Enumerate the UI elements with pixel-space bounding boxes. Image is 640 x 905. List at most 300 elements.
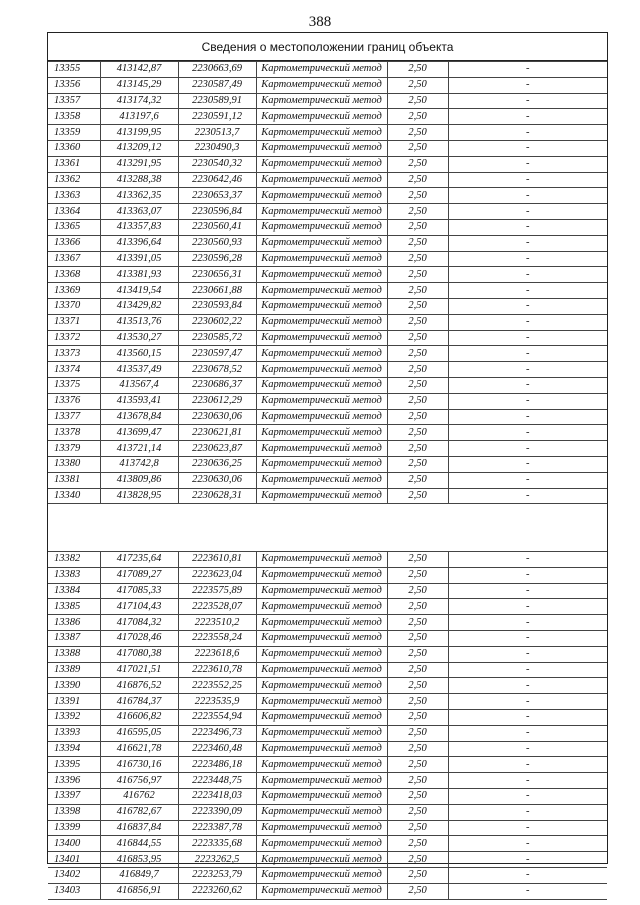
y-coordinate-cell: 2230540,32 [178,156,256,172]
description-cell: - [448,820,607,836]
accuracy-cell: 2,50 [387,867,448,883]
point-number-cell: 13355 [48,62,100,78]
x-coordinate-cell: 413513,76 [100,314,178,330]
description-cell: - [448,599,607,615]
x-coordinate-cell: 413567,4 [100,377,178,393]
method-cell: Картометрический метод [256,820,387,836]
y-coordinate-cell: 2223335,68 [178,836,256,852]
method-cell: Картометрический метод [256,646,387,662]
y-coordinate-cell: 2230663,69 [178,62,256,78]
y-coordinate-cell: 2230597,47 [178,346,256,362]
accuracy-cell: 2,50 [387,615,448,631]
x-coordinate-cell: 413362,35 [100,188,178,204]
y-coordinate-cell: 2230585,72 [178,330,256,346]
method-cell: Картометрический метод [256,188,387,204]
accuracy-cell: 2,50 [387,820,448,836]
description-cell: - [448,725,607,741]
x-coordinate-cell: 413560,15 [100,346,178,362]
accuracy-cell: 2,50 [387,125,448,141]
description-cell: - [448,125,607,141]
table-row [48,630,607,646]
point-number-cell: 13372 [48,330,100,346]
description-cell: - [448,251,607,267]
table-row [48,757,607,773]
point-number-cell: 13376 [48,393,100,409]
description-cell: - [448,188,607,204]
method-cell: Картометрический метод [256,235,387,251]
method-cell: Картометрический метод [256,456,387,472]
y-coordinate-cell: 2230628,31 [178,488,256,504]
method-cell: Картометрический метод [256,314,387,330]
table-row [48,646,607,662]
y-coordinate-cell: 2223387,78 [178,820,256,836]
method-cell: Картометрический метод [256,599,387,615]
accuracy-cell: 2,50 [387,788,448,804]
y-coordinate-cell: 2223528,07 [178,599,256,615]
method-cell: Картометрический метод [256,125,387,141]
accuracy-cell: 2,50 [387,757,448,773]
x-coordinate-cell: 413197,6 [100,109,178,125]
method-cell: Картометрический метод [256,267,387,283]
x-coordinate-cell: 417021,51 [100,662,178,678]
description-cell: - [448,267,607,283]
y-coordinate-cell: 2223448,75 [178,773,256,789]
accuracy-cell: 2,50 [387,804,448,820]
table-row [48,725,607,741]
point-number-cell: 13371 [48,314,100,330]
y-coordinate-cell: 2230593,84 [178,298,256,314]
description-cell: - [448,456,607,472]
point-number-cell: 13364 [48,204,100,220]
x-coordinate-cell: 413396,64 [100,235,178,251]
point-number-cell: 13385 [48,599,100,615]
method-cell: Картометрический метод [256,583,387,599]
x-coordinate-cell: 416782,67 [100,804,178,820]
point-number-cell: 13391 [48,694,100,710]
table-row [48,804,607,820]
y-coordinate-cell: 2223496,73 [178,725,256,741]
y-coordinate-cell: 2230490,3 [178,140,256,156]
accuracy-cell: 2,50 [387,346,448,362]
table-row [48,298,607,314]
point-number-cell: 13401 [48,852,100,868]
x-coordinate-cell: 413381,93 [100,267,178,283]
table-row [48,330,607,346]
accuracy-cell: 2,50 [387,156,448,172]
point-number-cell: 13370 [48,298,100,314]
x-coordinate-cell: 413145,29 [100,77,178,93]
method-cell: Картометрический метод [256,694,387,710]
point-number-cell: 13378 [48,425,100,441]
accuracy-cell: 2,50 [387,646,448,662]
method-cell: Картометрический метод [256,283,387,299]
method-cell: Картометрический метод [256,552,387,568]
method-cell: Картометрический метод [256,93,387,109]
accuracy-cell: 2,50 [387,441,448,457]
table-row [48,267,607,283]
table-row [48,283,607,299]
x-coordinate-cell: 413678,84 [100,409,178,425]
description-cell: - [448,172,607,188]
x-coordinate-cell: 416876,52 [100,678,178,694]
y-coordinate-cell: 2223418,03 [178,788,256,804]
y-coordinate-cell: 2223260,62 [178,883,256,899]
table-row [48,204,607,220]
y-coordinate-cell: 2230587,49 [178,77,256,93]
point-number-cell: 13382 [48,552,100,568]
point-number-cell: 13340 [48,488,100,504]
method-cell: Картометрический метод [256,788,387,804]
accuracy-cell: 2,50 [387,725,448,741]
description-cell: - [448,283,607,299]
x-coordinate-cell: 413809,86 [100,472,178,488]
y-coordinate-cell: 2223618,6 [178,646,256,662]
y-coordinate-cell: 2223253,79 [178,867,256,883]
description-cell: - [448,773,607,789]
method-cell: Картометрический метод [256,883,387,899]
description-cell: - [448,235,607,251]
point-number-cell: 13396 [48,773,100,789]
x-coordinate-cell: 416621,78 [100,741,178,757]
method-cell: Картометрический метод [256,156,387,172]
method-cell: Картометрический метод [256,441,387,457]
x-coordinate-cell: 417028,46 [100,630,178,646]
x-coordinate-cell: 413291,95 [100,156,178,172]
method-cell: Картометрический метод [256,362,387,378]
y-coordinate-cell: 2230591,12 [178,109,256,125]
y-coordinate-cell: 2230630,06 [178,472,256,488]
table-row [48,172,607,188]
description-cell: - [448,615,607,631]
point-number-cell: 13373 [48,346,100,362]
x-coordinate-cell: 413199,95 [100,125,178,141]
table-row [48,852,607,868]
y-coordinate-cell: 2230596,84 [178,204,256,220]
table-row [48,93,607,109]
x-coordinate-cell: 416606,82 [100,709,178,725]
table-row [48,567,607,583]
y-coordinate-cell: 2223552,25 [178,678,256,694]
x-coordinate-cell: 413391,05 [100,251,178,267]
table-row [48,188,607,204]
point-number-cell: 13357 [48,93,100,109]
method-cell: Картометрический метод [256,346,387,362]
method-cell: Картометрический метод [256,219,387,235]
y-coordinate-cell: 2223554,94 [178,709,256,725]
point-number-cell: 13375 [48,377,100,393]
point-number-cell: 13393 [48,725,100,741]
x-coordinate-cell: 416837,84 [100,820,178,836]
accuracy-cell: 2,50 [387,188,448,204]
x-coordinate-cell: 413142,87 [100,62,178,78]
description-cell: - [448,204,607,220]
description-cell: - [448,472,607,488]
y-coordinate-cell: 2230661,88 [178,283,256,299]
y-coordinate-cell: 2223486,18 [178,757,256,773]
point-number-cell: 13394 [48,741,100,757]
description-cell: - [448,630,607,646]
point-number-cell: 13398 [48,804,100,820]
table-row [48,836,607,852]
method-cell: Картометрический метод [256,77,387,93]
point-number-cell: 13361 [48,156,100,172]
table-row [48,346,607,362]
x-coordinate-cell: 417080,38 [100,646,178,662]
x-coordinate-cell: 417104,43 [100,599,178,615]
x-coordinate-cell: 416762 [100,788,178,804]
description-cell: - [448,694,607,710]
point-number-cell: 13356 [48,77,100,93]
table-row [48,441,607,457]
y-coordinate-cell: 2223535,9 [178,694,256,710]
description-cell: - [448,552,607,568]
accuracy-cell: 2,50 [387,425,448,441]
accuracy-cell: 2,50 [387,235,448,251]
accuracy-cell: 2,50 [387,77,448,93]
description-cell: - [448,346,607,362]
accuracy-cell: 2,50 [387,283,448,299]
table-row [48,488,607,504]
y-coordinate-cell: 2223575,89 [178,583,256,599]
coordinates-table-block-2 [48,551,607,900]
description-cell: - [448,77,607,93]
accuracy-cell: 2,50 [387,93,448,109]
point-number-cell: 13397 [48,788,100,804]
accuracy-cell: 2,50 [387,741,448,757]
method-cell: Картометрический метод [256,62,387,78]
description-cell: - [448,757,607,773]
method-cell: Картометрический метод [256,251,387,267]
x-coordinate-cell: 413699,47 [100,425,178,441]
x-coordinate-cell: 416756,97 [100,773,178,789]
table-row [48,472,607,488]
accuracy-cell: 2,50 [387,62,448,78]
table-row [48,552,607,568]
y-coordinate-cell: 2230636,25 [178,456,256,472]
point-number-cell: 13363 [48,188,100,204]
accuracy-cell: 2,50 [387,267,448,283]
description-cell: - [448,156,607,172]
method-cell: Картометрический метод [256,709,387,725]
accuracy-cell: 2,50 [387,883,448,899]
description-cell: - [448,219,607,235]
description-cell: - [448,709,607,725]
accuracy-cell: 2,50 [387,662,448,678]
accuracy-cell: 2,50 [387,599,448,615]
method-cell: Картометрический метод [256,852,387,868]
y-coordinate-cell: 2230653,37 [178,188,256,204]
point-number-cell: 13400 [48,836,100,852]
description-cell: - [448,836,607,852]
y-coordinate-cell: 2223510,2 [178,615,256,631]
point-number-cell: 13390 [48,678,100,694]
description-cell: - [448,852,607,868]
accuracy-cell: 2,50 [387,140,448,156]
accuracy-cell: 2,50 [387,298,448,314]
accuracy-cell: 2,50 [387,456,448,472]
description-cell: - [448,409,607,425]
boundary-table-frame [47,32,608,897]
x-coordinate-cell: 416856,91 [100,883,178,899]
point-number-cell: 13384 [48,583,100,599]
y-coordinate-cell: 2223390,09 [178,804,256,820]
point-number-cell: 13358 [48,109,100,125]
x-coordinate-cell: 416784,37 [100,694,178,710]
description-cell: - [448,93,607,109]
accuracy-cell: 2,50 [387,219,448,235]
accuracy-cell: 2,50 [387,773,448,789]
y-coordinate-cell: 2223623,04 [178,567,256,583]
point-number-cell: 13403 [48,883,100,899]
table-row [48,62,607,78]
accuracy-cell: 2,50 [387,567,448,583]
point-number-cell: 13399 [48,820,100,836]
table-row [48,235,607,251]
x-coordinate-cell: 413530,27 [100,330,178,346]
x-coordinate-cell: 413721,14 [100,441,178,457]
method-cell: Картометрический метод [256,330,387,346]
x-coordinate-cell: 413363,07 [100,204,178,220]
method-cell: Картометрический метод [256,109,387,125]
method-cell: Картометрический метод [256,409,387,425]
y-coordinate-cell: 2230630,06 [178,409,256,425]
description-cell: - [448,583,607,599]
y-coordinate-cell: 2223262,5 [178,852,256,868]
point-number-cell: 13381 [48,472,100,488]
table-row [48,615,607,631]
method-cell: Картометрический метод [256,662,387,678]
table-row [48,77,607,93]
method-cell: Картометрический метод [256,488,387,504]
table-row [48,140,607,156]
x-coordinate-cell: 413419,54 [100,283,178,299]
y-coordinate-cell: 2230513,7 [178,125,256,141]
y-coordinate-cell: 2230642,46 [178,172,256,188]
point-number-cell: 13392 [48,709,100,725]
x-coordinate-cell: 413593,41 [100,393,178,409]
description-cell: - [448,788,607,804]
accuracy-cell: 2,50 [387,709,448,725]
x-coordinate-cell: 416853,95 [100,852,178,868]
table-row [48,741,607,757]
accuracy-cell: 2,50 [387,314,448,330]
table-row [48,694,607,710]
y-coordinate-cell: 2230678,52 [178,362,256,378]
x-coordinate-cell: 413537,49 [100,362,178,378]
point-number-cell: 13360 [48,140,100,156]
accuracy-cell: 2,50 [387,204,448,220]
description-cell: - [448,425,607,441]
method-cell: Картометрический метод [256,773,387,789]
table-row [48,456,607,472]
point-number-cell: 13389 [48,662,100,678]
method-cell: Картометрический метод [256,867,387,883]
table-row [48,425,607,441]
point-number-cell: 13369 [48,283,100,299]
y-coordinate-cell: 2230656,31 [178,267,256,283]
description-cell: - [448,377,607,393]
accuracy-cell: 2,50 [387,472,448,488]
y-coordinate-cell: 2230596,28 [178,251,256,267]
accuracy-cell: 2,50 [387,583,448,599]
table-row [48,219,607,235]
method-cell: Картометрический метод [256,140,387,156]
y-coordinate-cell: 2230623,87 [178,441,256,457]
x-coordinate-cell: 413828,95 [100,488,178,504]
method-cell: Картометрический метод [256,725,387,741]
point-number-cell: 13362 [48,172,100,188]
table-row [48,109,607,125]
description-cell: - [448,646,607,662]
table-row [48,125,607,141]
method-cell: Картометрический метод [256,172,387,188]
method-cell: Картометрический метод [256,615,387,631]
table-row [48,409,607,425]
accuracy-cell: 2,50 [387,836,448,852]
description-cell: - [448,488,607,504]
method-cell: Картометрический метод [256,804,387,820]
table-heading: Сведения о местоположении границ объекта [48,33,607,61]
y-coordinate-cell: 2223610,78 [178,662,256,678]
page-number: 388 [308,14,332,30]
x-coordinate-cell: 417084,32 [100,615,178,631]
accuracy-cell: 2,50 [387,409,448,425]
point-number-cell: 13388 [48,646,100,662]
point-number-cell: 13380 [48,456,100,472]
x-coordinate-cell: 417085,33 [100,583,178,599]
method-cell: Картометрический метод [256,298,387,314]
accuracy-cell: 2,50 [387,630,448,646]
description-cell: - [448,314,607,330]
method-cell: Картометрический метод [256,630,387,646]
x-coordinate-cell: 413357,83 [100,219,178,235]
y-coordinate-cell: 2230612,29 [178,393,256,409]
table-row [48,709,607,725]
accuracy-cell: 2,50 [387,109,448,125]
table-row [48,362,607,378]
description-cell: - [448,109,607,125]
method-cell: Картометрический метод [256,204,387,220]
accuracy-cell: 2,50 [387,172,448,188]
y-coordinate-cell: 2223460,48 [178,741,256,757]
accuracy-cell: 2,50 [387,362,448,378]
x-coordinate-cell: 416844,55 [100,836,178,852]
description-cell: - [448,883,607,899]
description-cell: - [448,441,607,457]
y-coordinate-cell: 2230589,91 [178,93,256,109]
description-cell: - [448,393,607,409]
description-cell: - [448,804,607,820]
point-number-cell: 13379 [48,441,100,457]
accuracy-cell: 2,50 [387,552,448,568]
point-number-cell: 13374 [48,362,100,378]
x-coordinate-cell: 413174,32 [100,93,178,109]
x-coordinate-cell: 417089,27 [100,567,178,583]
x-coordinate-cell: 413209,12 [100,140,178,156]
table-row [48,599,607,615]
x-coordinate-cell: 413429,82 [100,298,178,314]
accuracy-cell: 2,50 [387,330,448,346]
point-number-cell: 13368 [48,267,100,283]
table-row [48,583,607,599]
accuracy-cell: 2,50 [387,694,448,710]
point-number-cell: 13386 [48,615,100,631]
x-coordinate-cell: 416730,16 [100,757,178,773]
description-cell: - [448,741,607,757]
description-cell: - [448,678,607,694]
table-row [48,883,607,899]
table-row [48,314,607,330]
